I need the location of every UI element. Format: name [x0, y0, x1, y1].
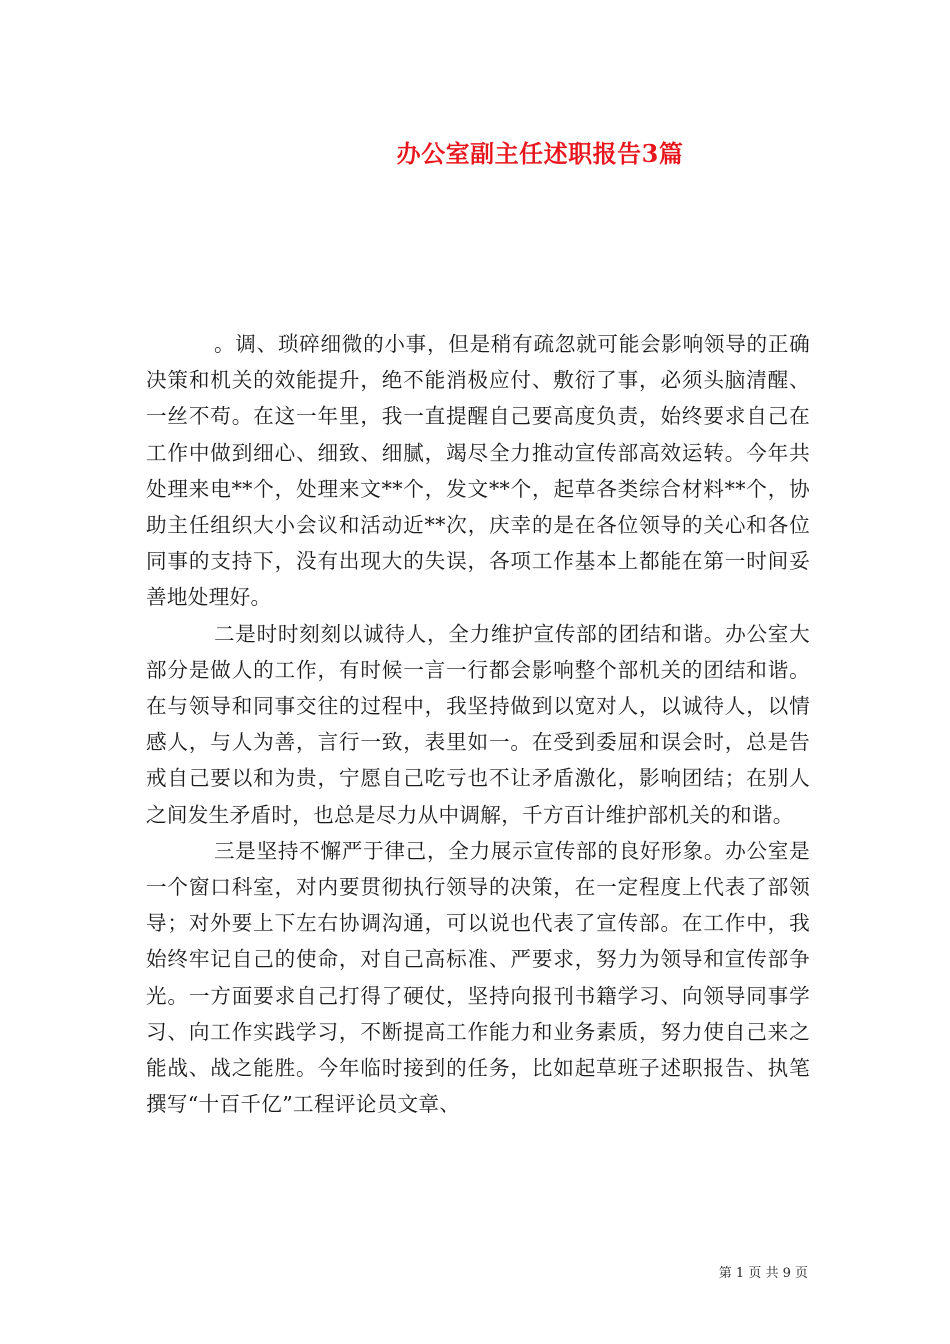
page-number-footer: 第 1 页 共 9 页 [718, 1266, 808, 1281]
document-body [146, 326, 810, 1122]
paragraph-3: 三是坚持不懈严于律己，全力展示宣传部的良好形象。办公室是一个窗口科室，对内要贯彻执行领导的决策，在一定程度上代表了部领导；对外要上下左右协调沟通，可以说也代表了宣传部。在工作中，我始终牢记自己的使命，对自己高标准、严要求，努力为领导和宣传部争光。一方面要求自己打得了硬仗，坚持向报刊书籍学习、向领导同事学习、向工作实践学习，不断提高工作能力和业务素质，努力使自己来之能战、战之能胜。今年临时接到的任务，比如起草班子述职报告、执笔撰写“十百千亿”工程评论员文章、 [146, 838, 810, 1117]
document-title: 办公室副主任述职报告3篇 [396, 139, 684, 168]
paragraph-1: 。调、琐碎细微的小事，但是稍有疏忽就可能会影响领导的正确决策和机关的效能提升，绝不能消极应付、敷衍了事，必须头脑清醒、一丝不苟。在这一年里，我一直提醒自己要高度负责，始终要求自己在工作中做到细心、细致、细腻，竭尽全力推动宣传部高效运转。今年共处理来电**个，处理来文**个，发文**个，起草各类综合材料**个，协助主任组织大小会议和活动近**次，庆幸的是在各位领导的关心和各位同事的支持下，没有出现大的失误，各项工作基本上都能在第一时间妥善地处理好。 [146, 332, 810, 610]
paragraph-2: 二是时时刻刻以诚待人，全力维护宣传部的团结和谐。办公室大部分是做人的工作，有时候一言一行都会影响整个部机关的团结和谐。在与领导和同事交往的过程中，我坚持做到以宽对人，以诚待人，以情感人，与人为善，言行一致，表里如一。在受到委屈和误会时，总是告戒自己要以和为贵，宁愿自己吃亏也不让矛盾激化，影响团结；在别人之间发生矛盾时，也总是尽力从中调解，千方百计维护部机关的和谐。 [146, 621, 810, 827]
